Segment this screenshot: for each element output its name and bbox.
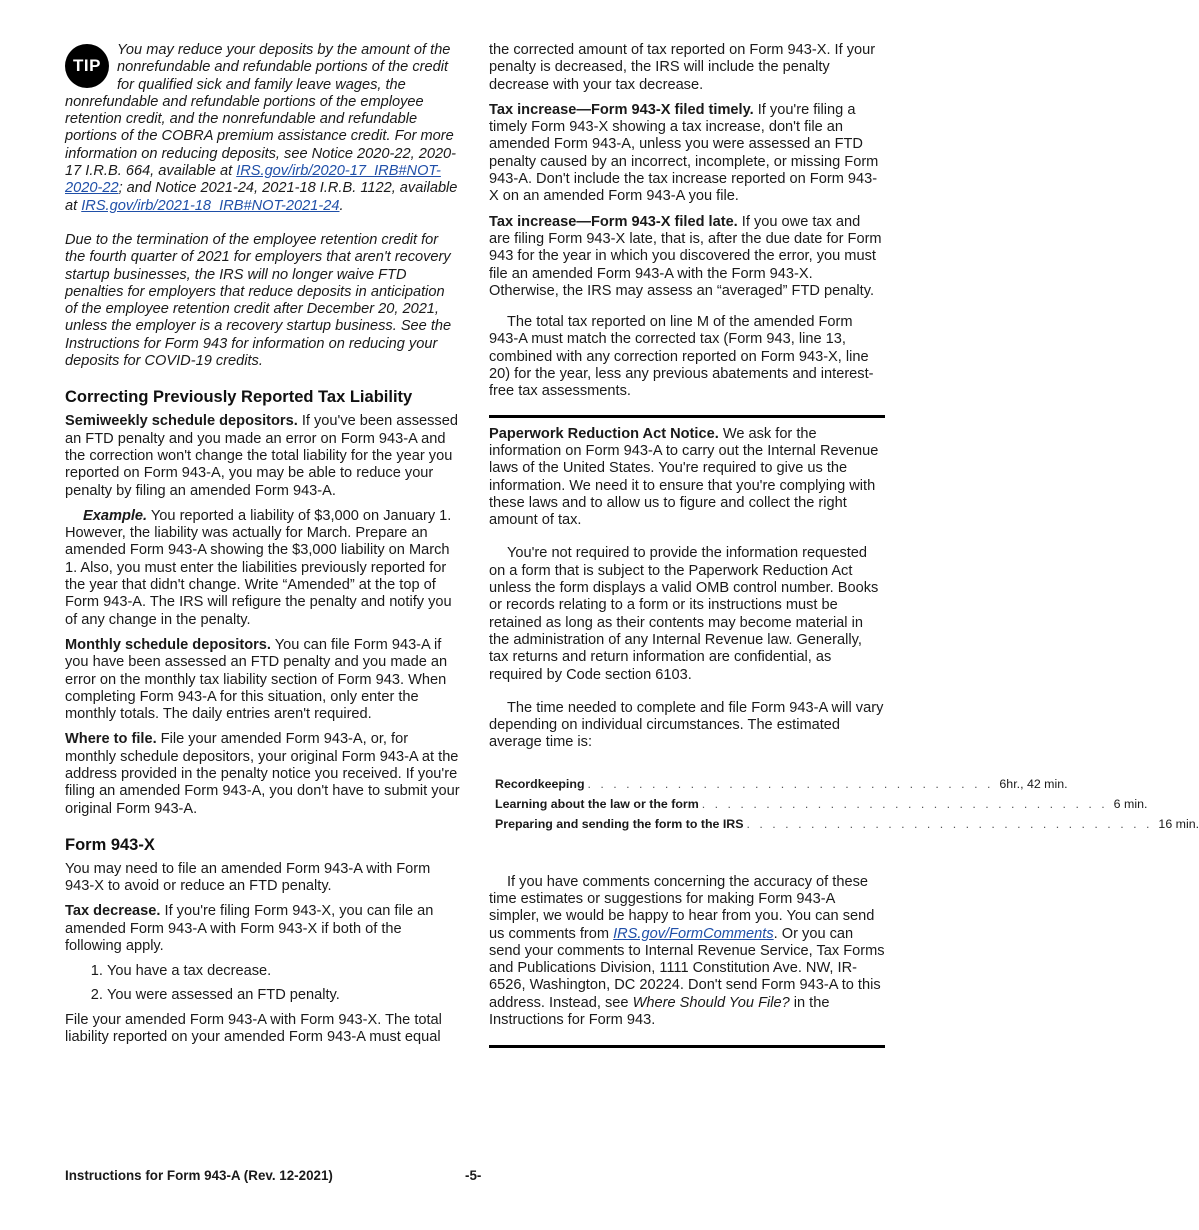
table-row bbox=[495, 794, 1148, 814]
increase-late-text: If you owe tax and are filing Form 943-X late, that is, after the due date for Form 943 for the year in which you discovered the error, you must file an amended Form 943-A with the Form 943-X. Otherwise, the IRS may assess an “averaged” FTD penalty. bbox=[489, 213, 882, 299]
time-value: 6hr., 42 min. bbox=[999, 776, 1068, 791]
bottom-divider bbox=[489, 1045, 885, 1048]
heading-form-943x: Form 943-X bbox=[65, 835, 155, 854]
tip-block bbox=[65, 42, 460, 215]
irb-2021-24-link[interactable]: IRS.gov/irb/2021-18_IRB#NOT-2021-24 bbox=[81, 197, 340, 214]
list-item: 2. You were assessed an FTD penalty. bbox=[107, 987, 460, 1004]
form-943x-intro: You may need to file an amended Form 943-A with Form 943-X to avoid or reduce an FTD penalty. bbox=[65, 860, 431, 895]
monthly-paragraph bbox=[65, 637, 460, 723]
heading-correcting-liability: Correcting Previously Reported Tax Liability bbox=[65, 388, 413, 407]
where-to-file-title: Where to file. bbox=[65, 731, 157, 748]
paperwork-notice-paragraph bbox=[489, 426, 885, 530]
monthly-title: Monthly schedule depositors. bbox=[65, 636, 271, 653]
table-row bbox=[495, 814, 1199, 834]
tax-decrease-title: Tax decrease. bbox=[65, 903, 161, 920]
not-required-paragraph: You're not required to provide the information requested on a form that is subject to the Paperwork Reduction Act unless the form displays a valid OMB control number. Books or records relating to a form or its instructions must be retained as long as their contents may become material in the administration of any Internal Revenue law. Generally, tax returns and return information are confidential, as required by Code section 6103. bbox=[489, 545, 879, 683]
right-column bbox=[489, 42, 1199, 1048]
increase-timely-paragraph bbox=[489, 102, 885, 206]
left-column bbox=[65, 42, 460, 1047]
monthly-text: You can file Form 943-A if you have been assessed an FTD penalty and you made an error on the monthly tax liability section of Form 943. When completing Form 943-A for this situation, only enter the monthly totals. The daily entries aren't required. bbox=[65, 636, 448, 723]
tax-decrease-paragraph bbox=[65, 903, 460, 955]
time-label: Recordkeeping bbox=[495, 776, 585, 791]
example-text: You reported a liability of $3,000 on January 1. However, the liability was actually for March. Prepare an amended Form 943-A showing the $3,000 liability on March 1. Also, you must enter the liabilities previously reported for the year that didn't change. Write “Amended” at the top of Form 943-A. The IRS will refigure the penalty and notify you of any change in the penalty. bbox=[65, 507, 452, 628]
leader-dots: . . . . . . . . . . . . . . . . . . . . . . . . . . . . . . . . bbox=[587, 776, 994, 791]
section-divider bbox=[489, 415, 885, 418]
tip-icon: TIP bbox=[65, 44, 109, 88]
example-paragraph bbox=[65, 508, 460, 629]
increase-late-title: Tax increase—Form 943-X filed late. bbox=[489, 213, 738, 230]
time-estimates-table bbox=[495, 774, 1199, 834]
total-tax-paragraph: The total tax reported on line M of the amended Form 943-A must match the corrected tax (Form 943, line 13, combined with any correction reported on Form 943-X, line 20) for the year, less any previous abatements and interest-free tax assessments. bbox=[489, 314, 874, 400]
tip-text-part2: ; and Notice 2021-24, 2021-18 I.R.B. 1122, available at bbox=[65, 180, 458, 214]
continued-paragraph: the corrected amount of tax reported on Form 943-X. If your penalty is decreased, the IRS will include the penalty decrease with your tax decrease. bbox=[489, 42, 876, 93]
increase-timely-title: Tax increase—Form 943-X filed timely. bbox=[489, 101, 754, 118]
tax-decrease-text: If you're filing Form 943-X, you can file an amended Form 943-A with Form 943-X if both of the following apply. bbox=[65, 903, 434, 955]
list-item: 1. You have a tax decrease. bbox=[107, 963, 460, 980]
time-label: Learning about the law or the form bbox=[495, 796, 699, 811]
comments-paragraph bbox=[489, 874, 885, 1030]
termination-paragraph: Due to the termination of the employee retention credit for the fourth quarter of 2021 for employers that aren't recovery startup businesses, the IRS will no longer waive FTD penalties for employers that reduce deposits in anticipation of the employee retention credit after December 20, 2021, unless the employer is a recovery startup business. See the Instructions for Form 943 for information on reducing your deposits for COVID-19 credits. bbox=[65, 231, 452, 370]
where-to-file-text: File your amended Form 943-A, or, for monthly schedule depositors, your original Form 943-A at the address provided in the penalty notice you received. If you're filing an amended Form 943-A, you don't have to submit your original Form 943-A. bbox=[65, 731, 460, 817]
time-value: 6 min. bbox=[1113, 796, 1148, 811]
paperwork-notice-title: Paperwork Reduction Act Notice. bbox=[489, 425, 719, 442]
semiweekly-title: Semiweekly schedule depositors. bbox=[65, 413, 298, 430]
conditions-list bbox=[65, 963, 460, 1004]
example-title: Example. bbox=[83, 507, 148, 524]
comments-text-part1: If you have comments concerning the accuracy of these time estimates or suggestions for making Form 943-A simpler, we would be happy to hear from you. You can send us comments from bbox=[489, 873, 875, 942]
time-needed-paragraph: The time needed to complete and file Form 943-A will vary depending on individual circumstances. The estimated average time is: bbox=[489, 699, 884, 751]
irb-2020-22-link[interactable]: IRS.gov/irb/2020-17_IRB#NOT-2020-22 bbox=[65, 163, 441, 197]
comments-text-part2: . Or you can send your comments to Internal Revenue Service, Tax Forms and Publications Division, 1111 Constitution Ave. NW, IR-6526, Washington, DC 20224. Don't send Form 943-A to this address. Instead, see bbox=[489, 925, 885, 1011]
increase-late-paragraph bbox=[489, 214, 885, 300]
form-comments-link[interactable]: IRS.gov/FormComments bbox=[613, 925, 774, 942]
tip-text-part1: You may reduce your deposits by the amount of the nonrefundable and refundable portions of the credit for qualified sick and family leave wages, the nonrefundable and refundable portions of the employee retention credit, and the nonrefundable and refundable portions of the COBRA premium assistance credit. For more information on reducing deposits, see Notice 2020-22, 2020-17 I.R.B. 664, available at bbox=[65, 42, 457, 180]
paperwork-notice-text: We ask for the information on Form 943-A to carry out the Internal Revenue laws of the United States. You're required to give us the information. We need it to ensure that you're complying with these laws and to allow us to figure and collect the right amount of tax. bbox=[489, 425, 879, 529]
tip-text-part3: . bbox=[339, 197, 344, 214]
semiweekly-paragraph bbox=[65, 413, 460, 499]
semiweekly-text: If you've been assessed an FTD penalty and you made an error on Form 943-A and the correction won't change the total liability for the year you reported on Form 943-A, you may be able to reduce your penalty by filing an amended Form 943-A. bbox=[65, 413, 458, 499]
footer-form-title: Instructions for Form 943-A (Rev. 12-2021) bbox=[65, 1168, 333, 1183]
time-value: 16 min. bbox=[1158, 816, 1199, 831]
leader-dots: . . . . . . . . . . . . . . . . . . . . . . . . . . . . . . . . bbox=[746, 816, 1153, 831]
increase-timely-text: If you're filing a timely Form 943-X showing a tax increase, don't file an amended Form 943-A, unless you were assessed an FTD penalty caused by an incorrect, incomplete, or missing Form 943-A. Don't include the tax increase reported on Form 943-X on an amended Form 943-A you file. bbox=[489, 101, 879, 205]
table-row bbox=[495, 774, 1068, 794]
time-label: Preparing and sending the form to the IRS bbox=[495, 816, 744, 831]
file-amended-paragraph: File your amended Form 943-A with Form 943-X. The total liability reported on your amended Form 943-A must equal bbox=[65, 1011, 442, 1046]
where-should-you-file-ref: Where Should You File? bbox=[632, 994, 790, 1011]
leader-dots: . . . . . . . . . . . . . . . . . . . . . . . . . . . . . . . . bbox=[701, 796, 1108, 811]
page-number: -5- bbox=[465, 1168, 482, 1183]
tip-text bbox=[65, 42, 460, 215]
comments-text-part3: in the Instructions for Form 943. bbox=[489, 994, 830, 1029]
where-to-file-paragraph bbox=[65, 731, 460, 817]
